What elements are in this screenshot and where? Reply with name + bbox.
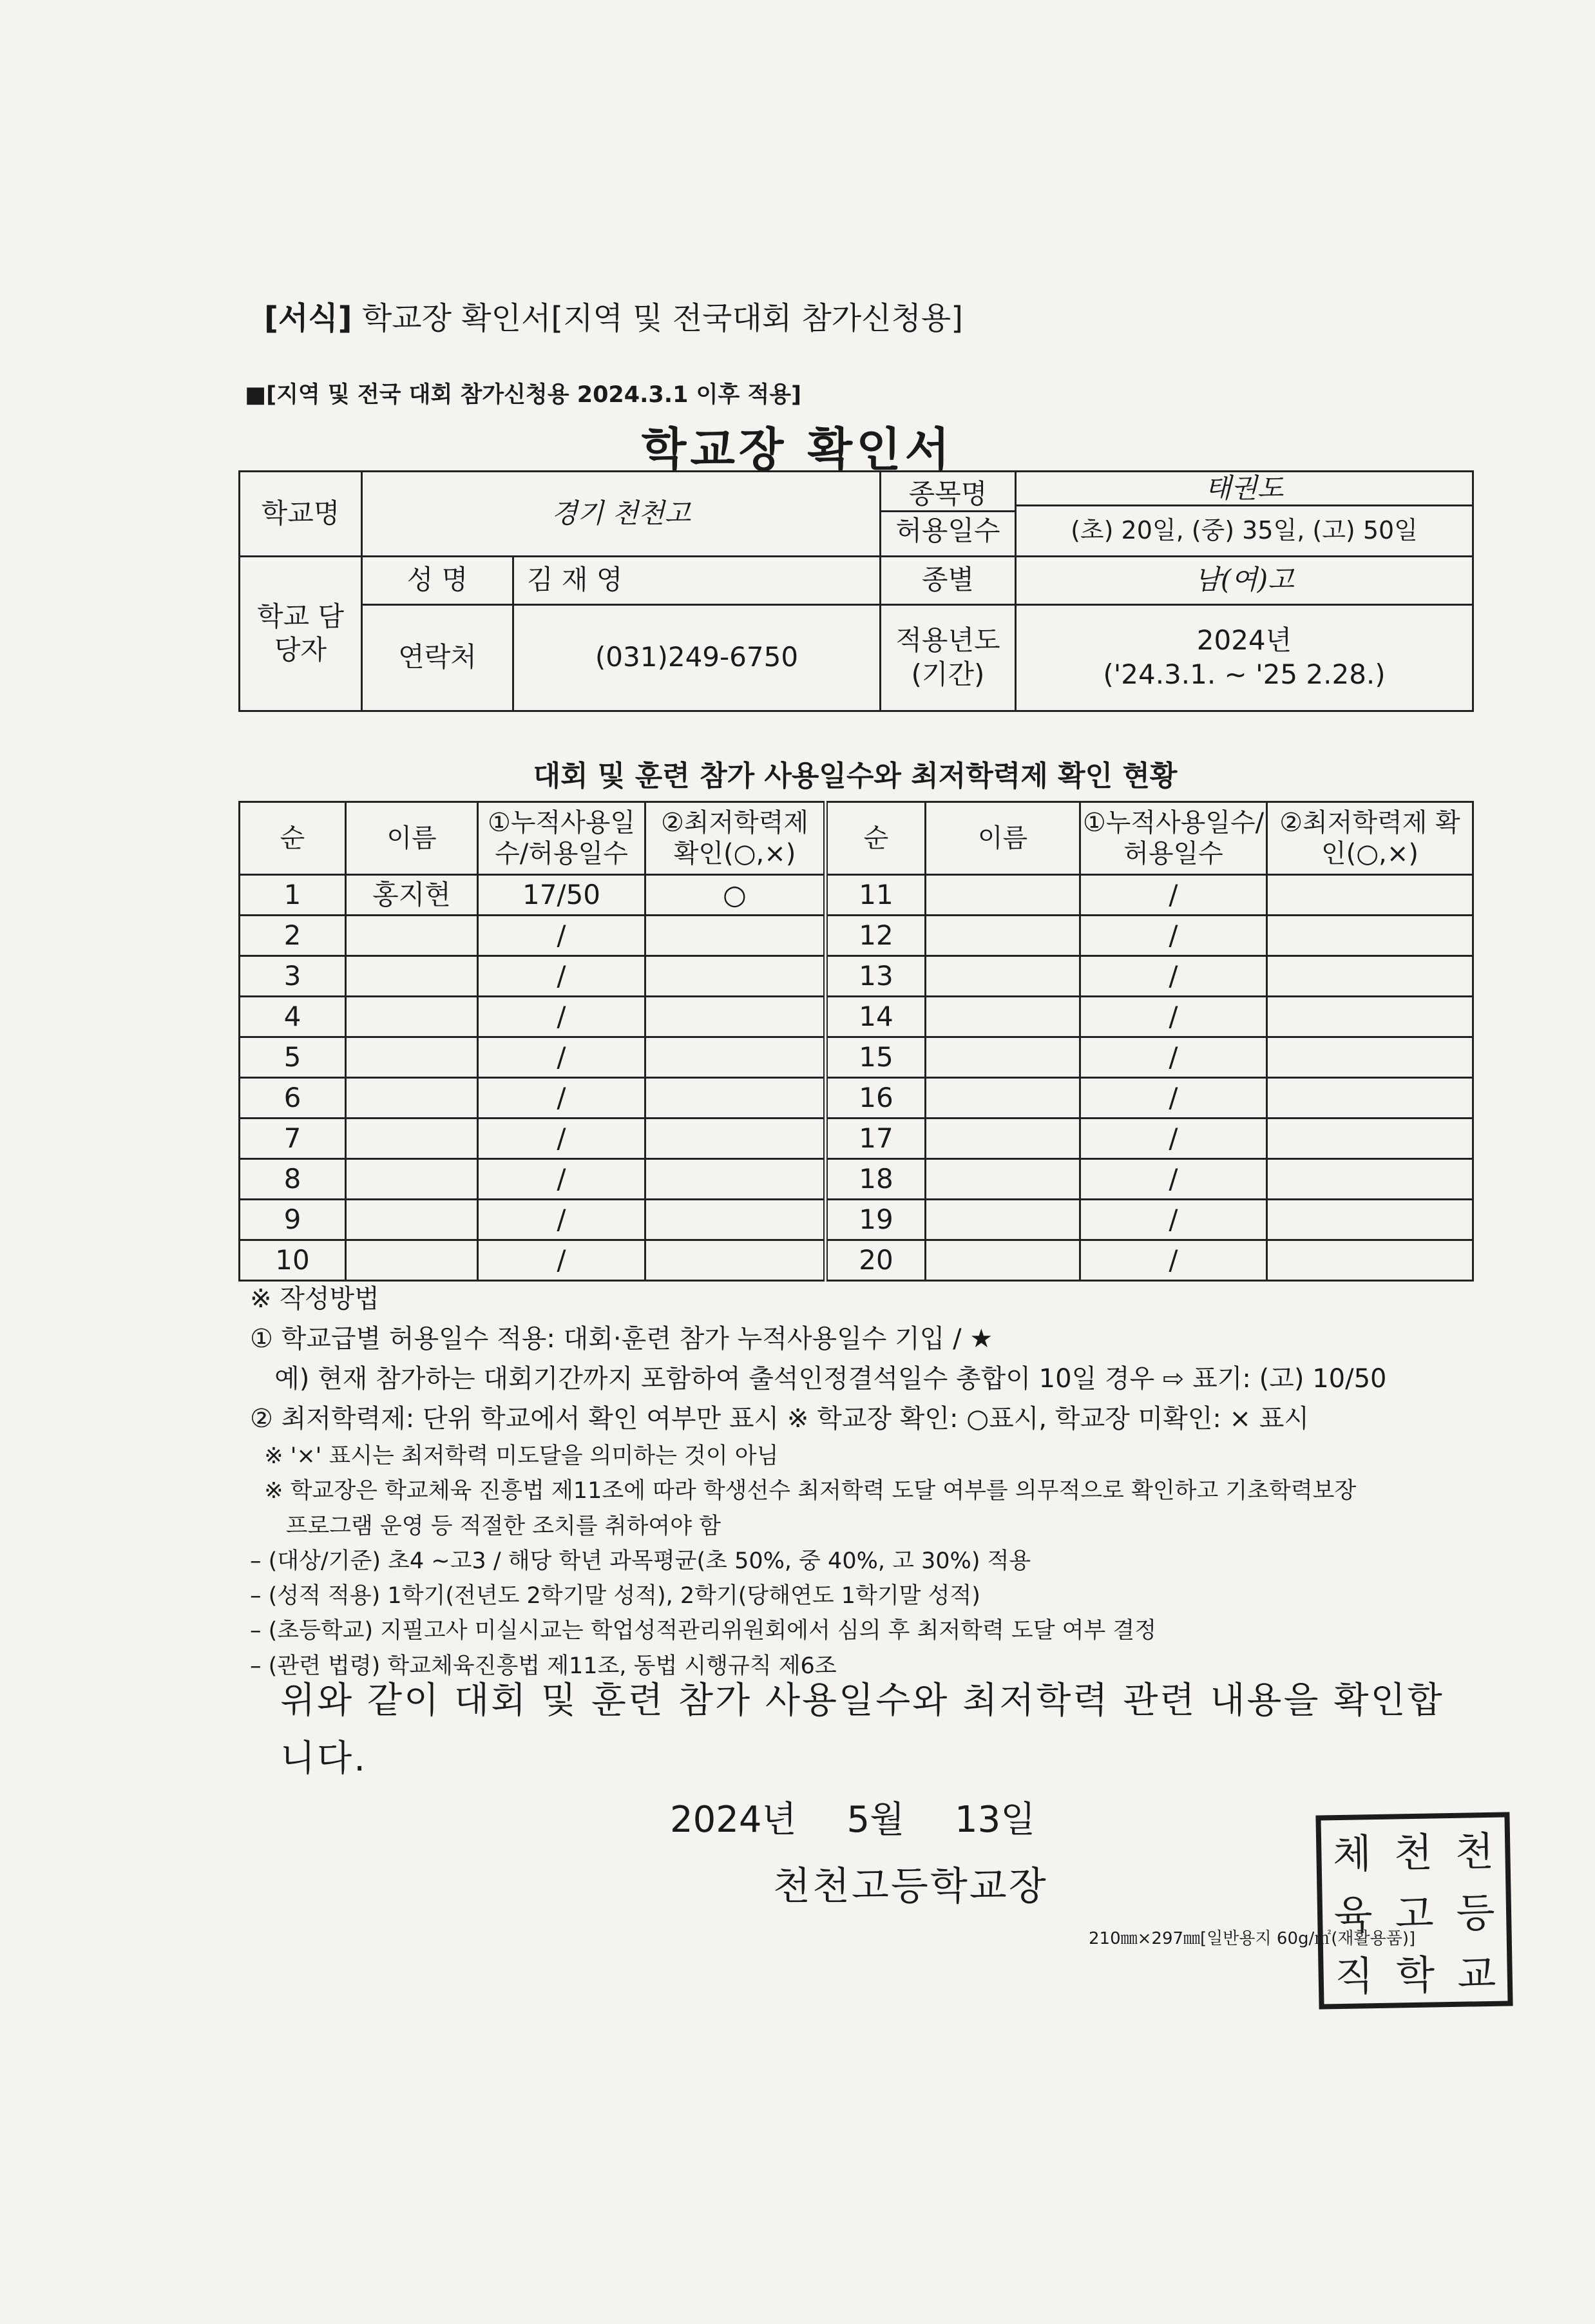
usage-days: /: [478, 1240, 645, 1281]
row-number: 14: [826, 997, 926, 1037]
athlete-name: [926, 1200, 1080, 1240]
note-line: – (대상/기준) 초4 ~고3 / 해당 학년 과목평균(초 50%, 중 40%, 고 30%) 적용: [250, 1548, 1031, 1574]
note-line: – (초등학교) 지필고사 미실시교는 학업성적관리위원회에서 심의 후 최저학력 도달 여부 결정: [250, 1618, 1157, 1644]
row-number: 17: [826, 1119, 926, 1159]
academic-check: [1267, 1240, 1473, 1281]
academic-check: [1267, 956, 1473, 997]
seal-char: 천: [1393, 1829, 1433, 1877]
year-value: 2024년: [1196, 624, 1292, 656]
year-cell: [1016, 604, 1473, 711]
row-number: 12: [826, 916, 926, 956]
row-number: 11: [826, 875, 926, 916]
usage-days: /: [478, 956, 645, 997]
academic-check: [1267, 875, 1473, 916]
gender-label: 종별: [881, 556, 1016, 604]
table-row: [240, 1078, 1473, 1119]
row-number: 2: [240, 916, 346, 956]
note-line: 예) 현재 참가하는 대회기간까지 포함하여 출석인정결석일수 총합이 10일 경우 ⇨ 표기: (고) 10/50: [250, 1364, 1387, 1394]
header-name: 이름: [346, 802, 478, 875]
athlete-name: 홍지현: [346, 875, 478, 916]
usage-days: 17/50: [478, 875, 645, 916]
usage-days: /: [1080, 1078, 1267, 1119]
row-number: 5: [240, 1037, 346, 1078]
academic-check: [1267, 1200, 1473, 1240]
athlete-name: [926, 1119, 1080, 1159]
academic-check: [1267, 1119, 1473, 1159]
applicability-notice: ■[지역 및 전국 대회 참가신청용 2024.3.1 이후 적용]: [245, 382, 802, 408]
athlete-name: [346, 956, 478, 997]
school-info-table: [238, 470, 1474, 712]
table-row: [240, 997, 1473, 1037]
paper-spec: 210㎜×297㎜[일반용지 60g/㎡(재활용품)]: [1089, 1929, 1416, 1948]
table-row: [240, 1037, 1473, 1078]
usage-days: /: [478, 997, 645, 1037]
year-label: 적용년도 (기간): [881, 604, 1016, 711]
academic-check: [645, 1119, 826, 1159]
note-line: ※ '×' 표시는 최저학력 미도달을 의미하는 것이 아님: [250, 1443, 779, 1469]
athlete-table: [238, 801, 1474, 1282]
note-line: ※ 작성방법: [250, 1284, 379, 1314]
row-number: 15: [826, 1037, 926, 1078]
academic-check: [645, 1200, 826, 1240]
note-line: – (성적 적용) 1학기(전년도 2학기말 성적), 2학기(당해연도 1학기말 성적): [250, 1583, 980, 1609]
staff-label: 학교 담당자: [240, 556, 362, 711]
usage-days: /: [1080, 875, 1267, 916]
row-number: 7: [240, 1119, 346, 1159]
usage-days: /: [478, 916, 645, 956]
note-line: ① 학교급별 허용일수 적용: 대회·훈련 참가 누적사용일수 기입 / ★: [250, 1324, 993, 1354]
usage-days: /: [1080, 997, 1267, 1037]
academic-check: [645, 1240, 826, 1281]
table-row: [240, 956, 1473, 997]
athlete-name: [346, 1119, 478, 1159]
usage-days: /: [478, 1159, 645, 1200]
name-label: 성 명: [362, 556, 513, 604]
form-caption-prefix: [서식]: [264, 300, 352, 336]
athlete-name: [346, 997, 478, 1037]
seal-char: 직: [1334, 1952, 1374, 2001]
academic-check: [645, 1159, 826, 1200]
note-line: ※ 학교장은 학교체육 진흥법 제11조에 따라 학생선수 최저학력 도달 여부를 의무적으로 확인하고 기초학력보장: [250, 1478, 1357, 1504]
event-allowed-labels: [881, 472, 1016, 557]
usage-days: /: [1080, 956, 1267, 997]
athlete-name: [926, 1037, 1080, 1078]
row-number: 6: [240, 1078, 346, 1119]
academic-check: [1267, 997, 1473, 1037]
period-value: ('24.3.1. ~ '25 2.28.): [1103, 658, 1386, 690]
document-title: 학교장 확인서: [641, 423, 954, 477]
seal-char: 학: [1395, 1951, 1435, 1999]
athlete-name: [926, 997, 1080, 1037]
athlete-name: [926, 916, 1080, 956]
academic-check: ○: [645, 875, 826, 916]
seal-char: 등: [1455, 1888, 1496, 1937]
writing-instructions: [250, 1279, 1506, 1684]
athlete-name: [346, 1159, 478, 1200]
usage-days: /: [478, 1078, 645, 1119]
usage-days: /: [1080, 1037, 1267, 1078]
section-title: 대회 및 훈련 참가 사용일수와 최저학력제 확인 현황: [533, 760, 1178, 792]
usage-days: /: [1080, 1159, 1267, 1200]
header-no: 순: [240, 802, 346, 875]
athlete-name: [926, 1159, 1080, 1200]
table-header-row: [240, 802, 1473, 875]
table-row: [240, 916, 1473, 956]
allowed-days-label: 허용일수: [895, 514, 1000, 546]
athlete-name: [926, 1240, 1080, 1281]
signer-title: 천천고등학교장: [773, 1864, 1048, 1909]
row-number: 3: [240, 956, 346, 997]
academic-check: [645, 1037, 826, 1078]
official-seal: [1315, 1812, 1513, 2009]
row-number: 16: [826, 1078, 926, 1119]
seal-char: 체: [1332, 1830, 1372, 1878]
header-days: ①누적사용일수/허용일수: [478, 802, 645, 875]
usage-days: /: [478, 1037, 645, 1078]
event-value: 태권도: [1017, 472, 1472, 506]
form-caption-text: 학교장 확인서[지역 및 전국대회 참가신청용]: [361, 300, 964, 336]
name-value: 김 재 영: [513, 556, 881, 604]
academic-check: [645, 956, 826, 997]
usage-days: /: [1080, 916, 1267, 956]
seal-char: 고: [1395, 1890, 1435, 1938]
header-days: ①누적사용일수/허용일수: [1080, 802, 1267, 875]
academic-check: [645, 1078, 826, 1119]
athlete-name: [926, 1078, 1080, 1119]
table-row: [240, 1200, 1473, 1240]
table-row: [240, 1119, 1473, 1159]
academic-check: [1267, 1159, 1473, 1200]
academic-check: [1267, 1037, 1473, 1078]
usage-days: /: [1080, 1200, 1267, 1240]
form-caption: [264, 293, 963, 338]
seal-char: 천: [1455, 1827, 1495, 1876]
usage-days: /: [1080, 1119, 1267, 1159]
event-label: 종목명: [881, 478, 1015, 512]
note-line: ② 최저학력제: 단위 학교에서 확인 여부만 표시 ※ 학교장 확인: ○표시, 학교장 미확인: × 표시: [250, 1404, 1310, 1434]
contact-label: 연락처: [362, 604, 513, 711]
date-month: 5월: [846, 1799, 905, 1841]
school-name-value: 경기 천천고: [362, 472, 881, 557]
table-row: [240, 875, 1473, 916]
usage-days: /: [478, 1119, 645, 1159]
event-allowed-values: [1016, 472, 1473, 557]
academic-check: [645, 916, 826, 956]
athlete-name: [346, 1200, 478, 1240]
note-line: – (관련 법령) 학교체육진흥법 제11조, 동법 시행규칙 제6조: [250, 1653, 837, 1679]
table-row: [240, 1240, 1473, 1281]
athlete-name: [346, 1078, 478, 1119]
contact-value: (031)249-6750: [513, 604, 881, 711]
header-name: 이름: [926, 802, 1080, 875]
seal-char: 교: [1457, 1950, 1496, 1998]
seal-char: 육: [1333, 1891, 1373, 1939]
allowed-days-value: (초) 20일, (중) 35일, (고) 50일: [1071, 516, 1418, 544]
usage-days: /: [478, 1200, 645, 1240]
row-number: 9: [240, 1200, 346, 1240]
row-number: 10: [240, 1240, 346, 1281]
row-number: 18: [826, 1159, 926, 1200]
signature-date: [670, 1791, 1035, 1843]
table-row: [240, 1159, 1473, 1200]
table-body: [240, 875, 1473, 1281]
row-number: 19: [826, 1200, 926, 1240]
header-check: ②최저학력제 확인(○,×): [1267, 802, 1473, 875]
note-line: 프로그램 운영 등 적절한 조치를 취하여야 함: [250, 1513, 721, 1539]
header-no: 순: [826, 802, 926, 875]
date-day: 13일: [954, 1799, 1036, 1841]
athlete-name: [346, 916, 478, 956]
row-number: 13: [826, 956, 926, 997]
academic-check: [645, 997, 826, 1037]
athlete-name: [926, 956, 1080, 997]
school-name-label: 학교명: [240, 472, 362, 557]
athlete-name: [346, 1037, 478, 1078]
gender-value: 남(여)고: [1016, 556, 1473, 604]
usage-days: /: [1080, 1240, 1267, 1281]
header-check: ②최저학력제 확인(○,×): [645, 802, 826, 875]
academic-check: [1267, 1078, 1473, 1119]
row-number: 4: [240, 997, 346, 1037]
row-number: 1: [240, 875, 346, 916]
confirmation-text: 위와 같이 대회 및 훈련 참가 사용일수와 최저학력 관련 내용을 확인합니다.: [280, 1680, 1444, 1780]
date-year: 2024년: [670, 1799, 797, 1841]
row-number: 8: [240, 1159, 346, 1200]
athlete-name: [926, 875, 1080, 916]
row-number: 20: [826, 1240, 926, 1281]
academic-check: [1267, 916, 1473, 956]
athlete-name: [346, 1240, 478, 1281]
